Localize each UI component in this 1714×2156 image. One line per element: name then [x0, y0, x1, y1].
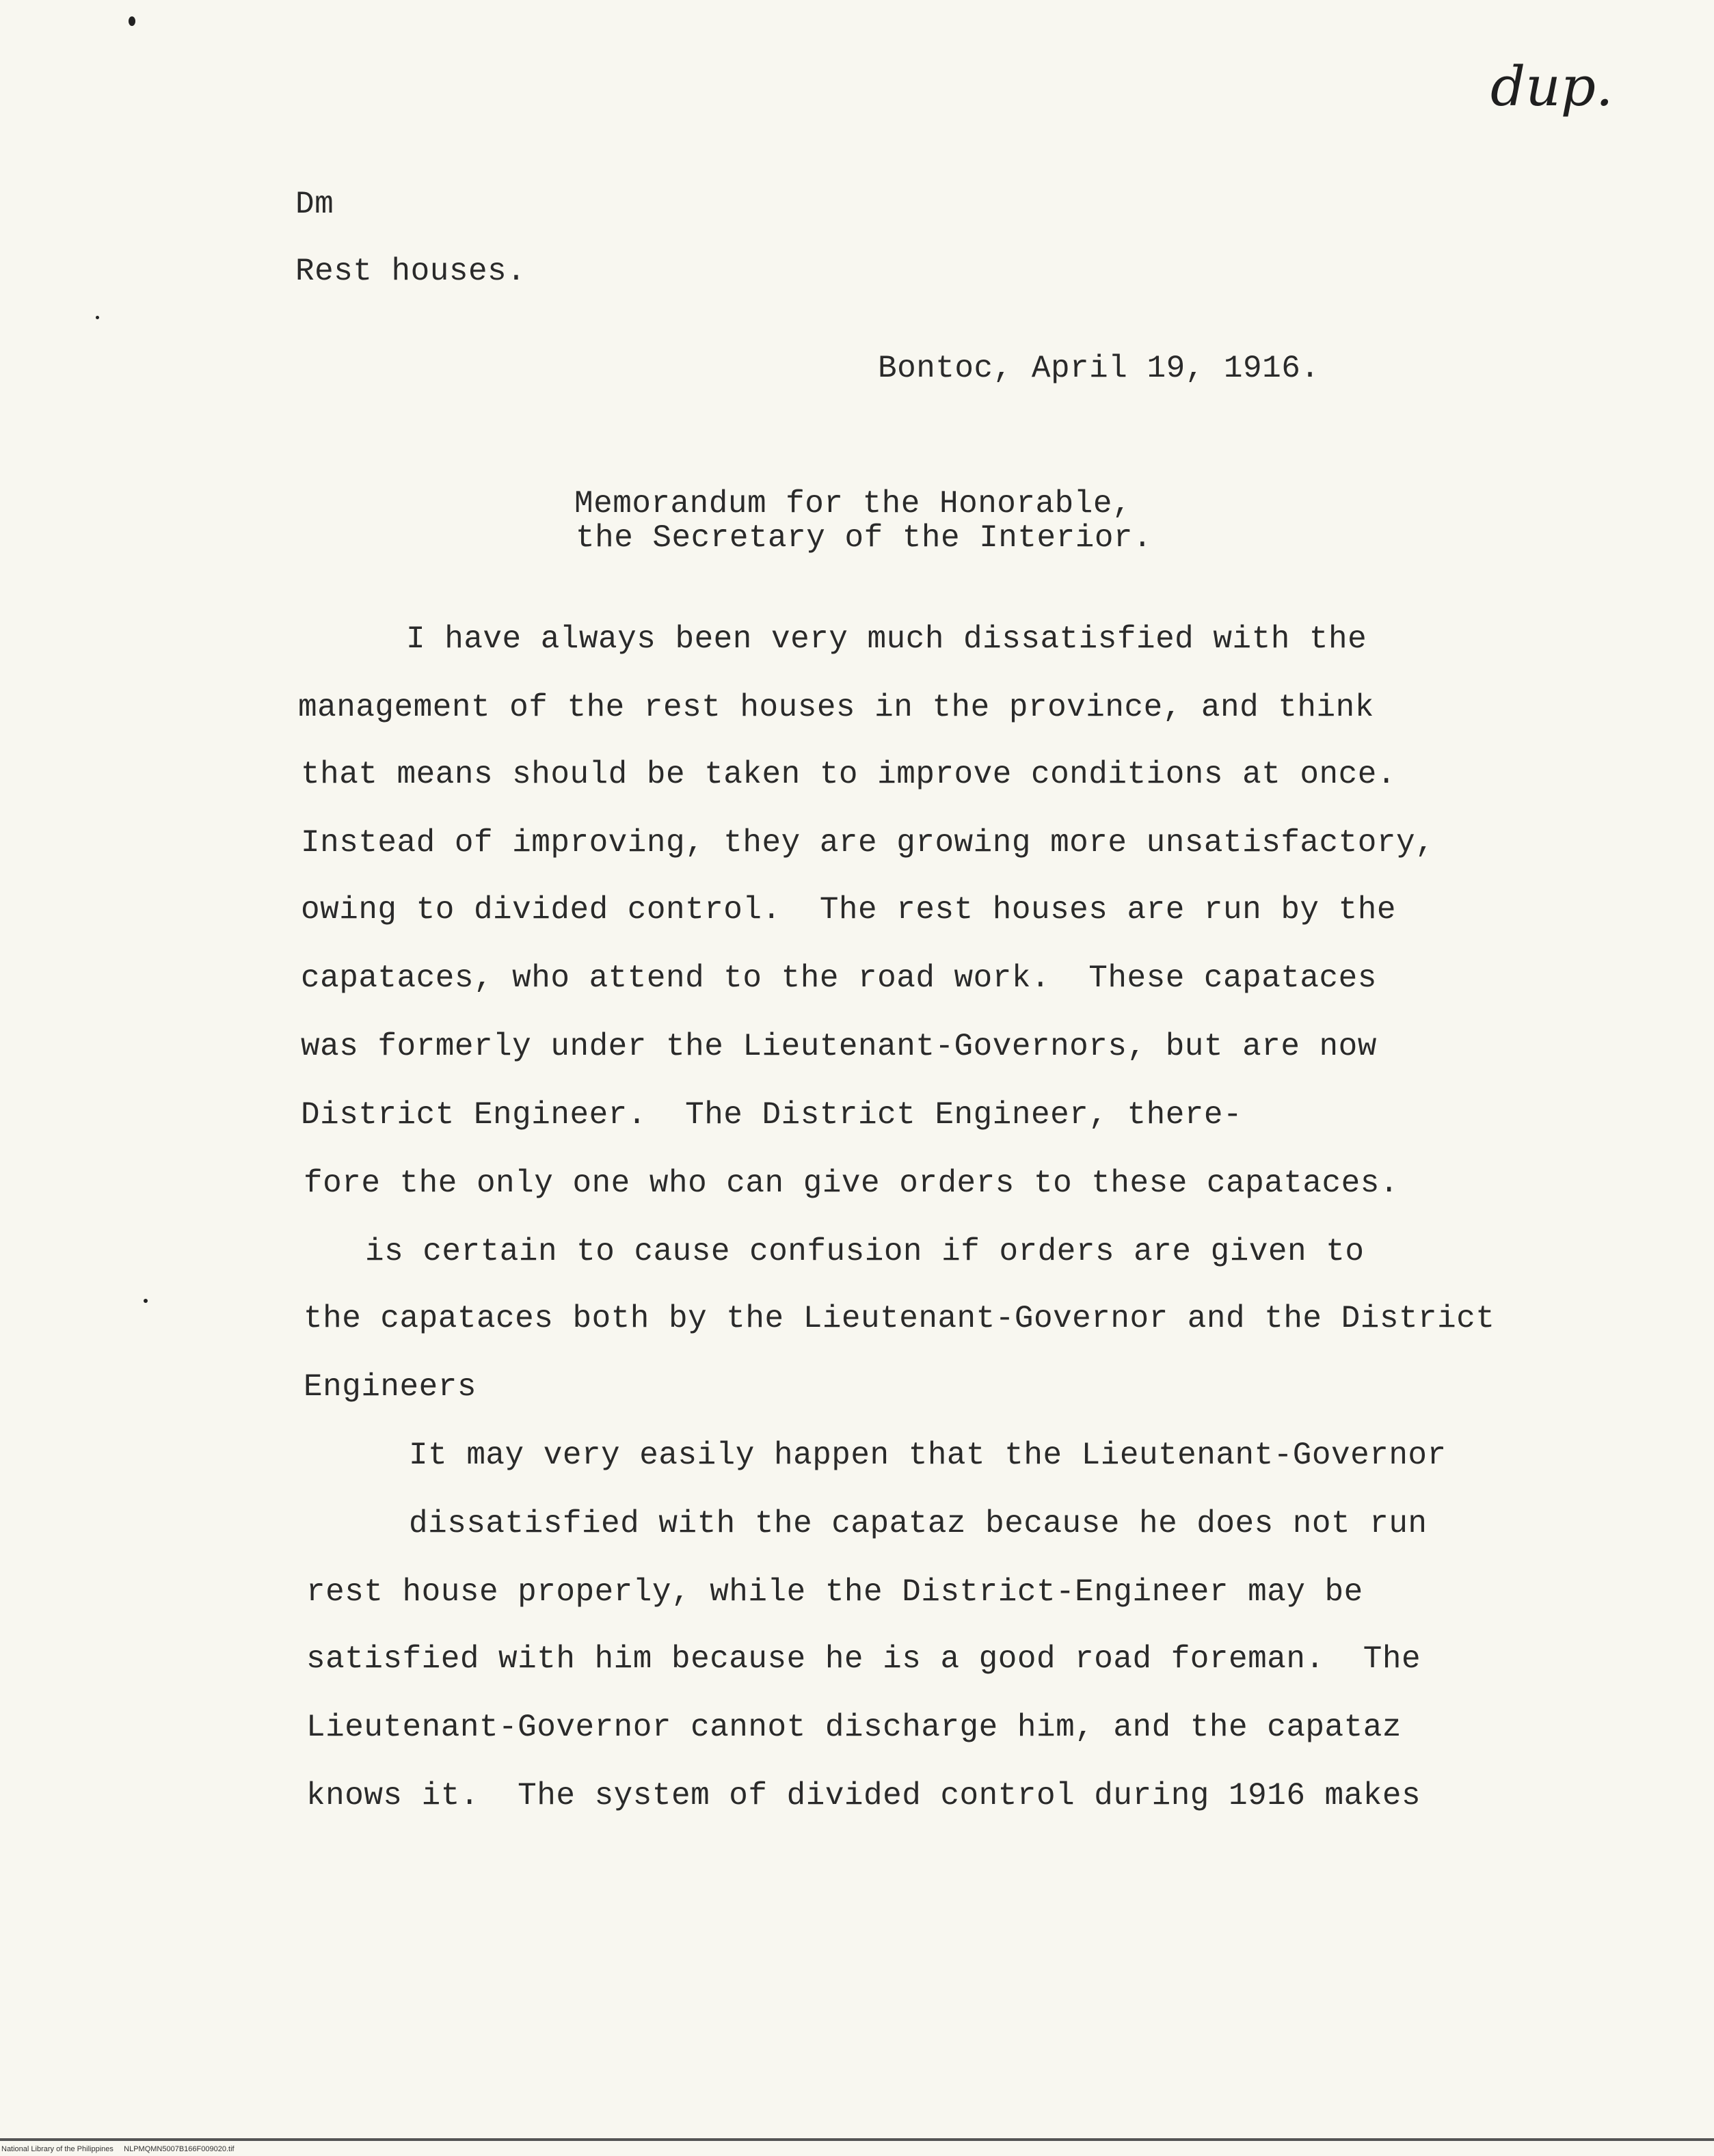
body-line: the capataces both by the Lieutenant-Governor and the District [304, 1301, 1495, 1336]
body-line: knows it. The system of divided control during 1916 makes [306, 1778, 1421, 1814]
body-line: satisfied with him because he is a good road foreman. The [306, 1641, 1421, 1677]
subject-line: Rest houses. [295, 254, 526, 289]
body-line: Lieutenant-Governor cannot discharge him, and the capataz [306, 1710, 1402, 1745]
body-line: dissatisfied with the capataz because he does not run [409, 1506, 1428, 1541]
dateline: Bontoc, April 19, 1916. [878, 351, 1320, 386]
address-line-1: Memorandum for the Honorable, [574, 486, 1132, 522]
body-line: District Engineer. The District Engineer, there- [301, 1097, 1243, 1133]
body-line: that means should be taken to improve conditions at once. [301, 757, 1396, 792]
body-line: Instead of improving, they are growing more unsatisfactory, [301, 825, 1435, 861]
body-line: was formerly under the Lieutenant-Governors, but are now [301, 1029, 1377, 1064]
body-line: It may very easily happen that the Lieutenant-Governor [409, 1438, 1447, 1473]
body-line: owing to divided control. The rest houses are run by the [301, 892, 1396, 928]
handwritten-annotation: dup. [1490, 55, 1613, 118]
paper-speck [144, 1299, 148, 1303]
body-line: is certain to cause confusion if orders are given to [365, 1234, 1365, 1269]
body-line: management of the rest houses in the province, and think [298, 690, 1374, 725]
header-code: Dm [295, 187, 334, 222]
body-line: I have always been very much dissatisfied with the [406, 621, 1367, 657]
body-line: fore the only one who can give orders to these capataces. [304, 1165, 1399, 1201]
paper-speck [96, 316, 99, 319]
body-line: Engineers [304, 1369, 477, 1405]
body-line: rest house properly, while the District-Engineer may be [306, 1574, 1363, 1610]
body-line: capataces, who attend to the road work. These capataces [301, 960, 1377, 996]
address-line-2: the Secretary of the Interior. [576, 520, 1153, 556]
scan-footer: National Library of the Philippines NLPMQMN5007B166F009020.tif [1, 2145, 235, 2153]
paper-speck [129, 16, 135, 26]
scan-bottom-edge [0, 2138, 1714, 2141]
